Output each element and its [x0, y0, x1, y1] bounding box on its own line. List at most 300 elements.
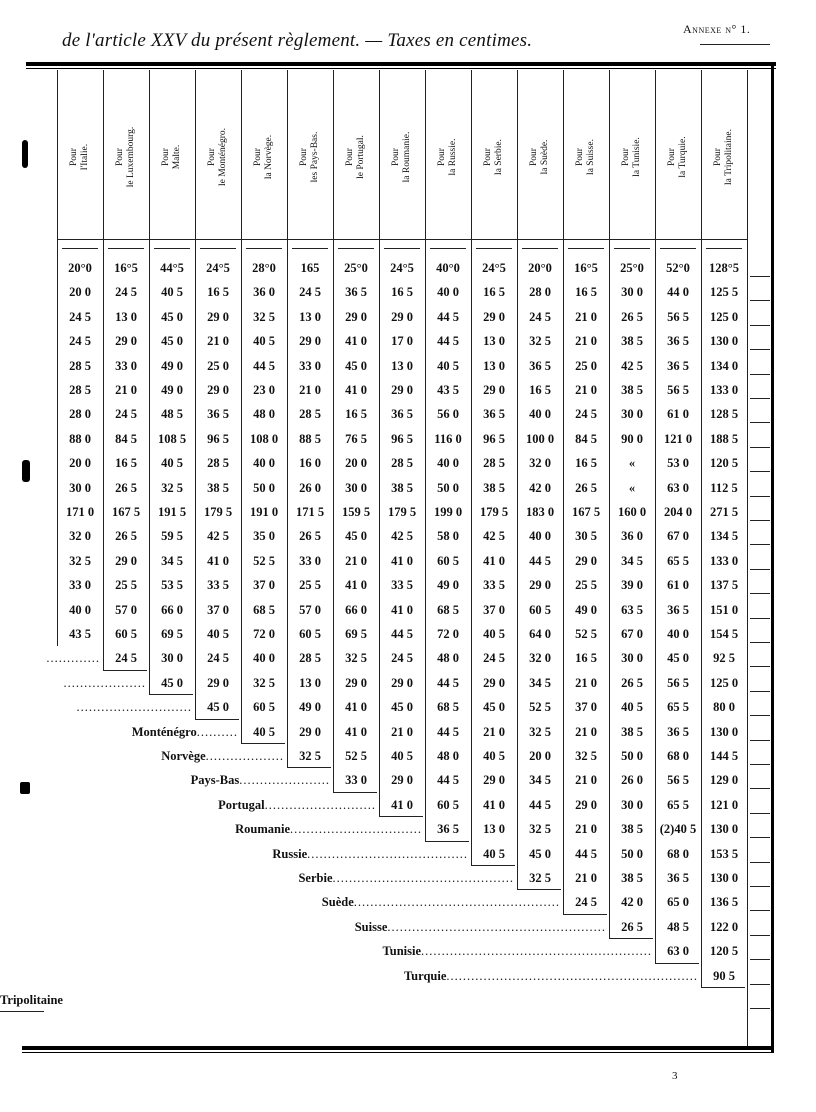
table-cell: 96 5 — [207, 431, 229, 446]
row-tick — [750, 422, 770, 423]
table-cell: 56 5 — [667, 383, 689, 397]
row-tick — [750, 715, 770, 716]
table-cell: 24 5 — [115, 407, 137, 422]
table-bottom-rule — [22, 1046, 774, 1050]
header-tick — [200, 248, 236, 249]
table-cell: 20 0 — [345, 456, 367, 471]
row-tick — [750, 276, 770, 277]
row-tick — [750, 642, 770, 643]
table-cell: 28 5 — [69, 358, 91, 373]
table-cell: 44 5 — [253, 358, 275, 373]
row-label-text: Turquie — [403, 968, 447, 983]
left-margin-mark — [20, 782, 30, 794]
table-cell: 130 0 — [709, 724, 739, 739]
column-header-label: Pour la Turquie. — [667, 135, 688, 178]
table-cell: 36 5 — [483, 407, 505, 422]
table-cell: 26 0 — [299, 480, 321, 495]
header-tick — [154, 248, 190, 249]
table-cell: 28°0 — [252, 261, 276, 275]
table-cell: 179 5 — [479, 505, 509, 519]
row-tick — [750, 398, 770, 399]
table-cell: 52°0 — [666, 261, 690, 275]
table-cell: 21 0 — [299, 383, 321, 397]
table-cell: 204 0 — [663, 505, 693, 519]
table-cell: 34 5 — [161, 553, 183, 568]
table-cell: 29 0 — [391, 383, 413, 397]
table-cell: 25°0 — [620, 261, 644, 275]
row-label — [322, 890, 560, 914]
table-cell: 171 0 — [65, 505, 95, 519]
table-cell: 29 0 — [391, 309, 413, 324]
table-cell: 32 5 — [345, 651, 367, 666]
table-cell: 25 5 — [299, 578, 321, 593]
table-cell: 45 0 — [345, 358, 367, 373]
table-cell: 44 5 — [391, 627, 413, 641]
table-cell: 36 5 — [667, 358, 689, 373]
table-cell: 16°5 — [574, 261, 598, 275]
row-label-text: Tunisie — [382, 944, 421, 959]
leader-dots: ................... — [205, 749, 284, 763]
row-tick — [750, 349, 770, 350]
table-cell: 84 5 — [575, 431, 597, 446]
table-cell: 60 5 — [437, 553, 459, 568]
header-rule — [57, 239, 748, 240]
table-cell: 56 5 — [667, 675, 689, 690]
table-cell: 171 5 — [295, 505, 325, 519]
table-cell: « — [628, 480, 636, 495]
table-cell: 40 5 — [621, 700, 643, 715]
table-cell: 29 0 — [207, 309, 229, 324]
row-tick — [750, 496, 770, 497]
table-cell: 26 5 — [621, 309, 643, 324]
table-cell: 40 5 — [161, 285, 183, 300]
row-tick — [750, 300, 770, 301]
table-cell: 21 0 — [575, 383, 597, 397]
header-tick — [568, 248, 604, 249]
table-cell: 66 0 — [161, 602, 183, 617]
table-cell: 29 0 — [207, 675, 229, 690]
row-label-text: Pays-Bas — [190, 773, 240, 788]
table-cell: 42 0 — [621, 895, 643, 910]
column-header-label: Pour la Norvège. — [253, 134, 274, 179]
row-label-text: Norvège — [161, 749, 206, 763]
table-cell: 49 0 — [575, 602, 597, 617]
table-cell: 72 0 — [437, 627, 459, 641]
table-cell: 41 0 — [207, 553, 229, 568]
table-cell: 40 5 — [483, 846, 505, 861]
table-cell: 40 5 — [161, 456, 183, 471]
column-header — [518, 74, 562, 239]
table-cell: 20 0 — [69, 456, 91, 471]
table-cell: 40 5 — [253, 334, 275, 349]
row-label — [383, 939, 652, 963]
table-cell: 33 5 — [483, 578, 505, 593]
table-cell: 42 5 — [621, 358, 643, 373]
table-cell: 53 5 — [161, 578, 183, 593]
table-cell: 122 0 — [709, 919, 739, 934]
table-cell: 38 5 — [621, 871, 643, 885]
table-cell: 69 5 — [345, 627, 367, 641]
table-cell: 52 5 — [253, 553, 275, 568]
table-cell: 24°5 — [206, 261, 230, 275]
table-cell: 32 5 — [253, 675, 275, 690]
table-cell: 30 0 — [161, 651, 183, 666]
table-cell: 108 0 — [249, 431, 279, 446]
column-header — [58, 74, 102, 239]
table-cell: 16 5 — [575, 651, 597, 666]
table-cell: 63 0 — [667, 480, 689, 495]
table-cell: 100 0 — [525, 431, 555, 446]
row-tick — [750, 569, 770, 570]
table-cell: 21 0 — [575, 724, 597, 739]
table-cell: 59 5 — [161, 529, 183, 544]
table-cell: 67 0 — [667, 529, 689, 544]
table-cell: 25 0 — [207, 358, 229, 373]
table-cell: 24 5 — [575, 895, 597, 910]
table-cell: 191 0 — [249, 505, 279, 519]
table-cell: 37 0 — [207, 602, 229, 617]
table-cell: 120 5 — [709, 944, 739, 959]
table-cell: 25 5 — [115, 578, 137, 593]
row-label — [132, 720, 238, 744]
leader-dots: ....................................... — [307, 846, 468, 861]
header-tick — [292, 248, 328, 249]
annex-underline — [700, 44, 770, 46]
header-tick — [338, 248, 374, 249]
row-label-text: Suisse — [354, 919, 388, 934]
column-header — [564, 74, 608, 239]
table-cell: 40 5 — [253, 724, 275, 739]
table-cell: 21 0 — [575, 871, 597, 885]
column-header-label: Pour l'Italie. — [69, 143, 90, 170]
row-tick — [750, 325, 770, 326]
row-label — [191, 768, 330, 792]
table-cell: 66 0 — [345, 602, 367, 617]
table-cell: 32 5 — [253, 309, 275, 324]
table-cell: 38 5 — [621, 822, 643, 837]
header-tick — [660, 248, 696, 249]
table-cell: 24 5 — [69, 309, 91, 324]
table-cell: 50 0 — [621, 846, 643, 861]
table-cell: 40 0 — [253, 456, 275, 471]
table-cell: 32 5 — [529, 334, 551, 349]
table-cell: 44 5 — [437, 724, 459, 739]
row-tick — [750, 666, 770, 667]
table-cell: 179 5 — [387, 505, 417, 519]
table-cell: 36 5 — [437, 822, 459, 837]
table-cell: 42 5 — [391, 529, 413, 544]
column-header-label: Pour le Portugal. — [345, 134, 366, 179]
table-cell: 41 0 — [345, 334, 367, 349]
table-cell: 32 5 — [529, 871, 551, 885]
row-label-text: Suède — [321, 895, 354, 910]
table-cell: 40 0 — [437, 285, 459, 300]
table-cell: 25 0 — [575, 358, 597, 373]
table-cell: 188 5 — [709, 431, 739, 446]
table-cell: 40 5 — [437, 358, 459, 373]
table-cell: 125 5 — [709, 285, 739, 300]
row-tick — [750, 593, 770, 594]
row-tick — [750, 837, 770, 838]
table-cell: 167 5 — [111, 505, 141, 519]
table-cell: 63 5 — [621, 602, 643, 617]
table-cell: 44 5 — [529, 797, 551, 812]
table-cell: 45 0 — [529, 846, 551, 861]
leader-dots: .......... — [196, 724, 238, 739]
table-cell: 24 5 — [391, 651, 413, 666]
staircase-step — [0, 1011, 44, 1012]
table-cell: 151 0 — [709, 602, 739, 617]
table-cell: 44 5 — [575, 846, 597, 861]
table-cell: 60 5 — [529, 602, 551, 617]
table-cell: 37 0 — [575, 700, 597, 715]
table-cell: 26 5 — [621, 675, 643, 690]
table-cell: 154 5 — [709, 627, 739, 641]
column-header — [380, 74, 424, 239]
table-cell: 61 0 — [667, 578, 689, 593]
table-cell: 96 5 — [483, 431, 505, 446]
table-cell: 41 0 — [345, 700, 367, 715]
row-label — [161, 744, 284, 768]
row-label — [77, 695, 193, 719]
table-cell: 44 5 — [437, 334, 459, 349]
row-label-text: Monténégro — [131, 724, 197, 739]
table-cell: 17 0 — [391, 334, 413, 349]
row-label-text: Roumanie — [235, 822, 290, 837]
table-cell: 271 5 — [709, 505, 739, 519]
column-header-label: Pour la Tripolitaine. — [713, 128, 734, 185]
table-cell: 134 0 — [709, 358, 739, 373]
header-tick — [62, 248, 98, 249]
table-cell: 41 0 — [391, 553, 413, 568]
table-cell: 90 0 — [621, 431, 643, 446]
table-cell: 36 5 — [667, 871, 689, 885]
table-cell: 29 0 — [483, 773, 505, 788]
table-cell: 20°0 — [68, 261, 92, 275]
row-tick — [750, 1008, 770, 1009]
table-cell: 38 5 — [483, 480, 505, 495]
table-cell: 60 5 — [115, 627, 137, 641]
column-header-label: Pour le Luxembourg. — [115, 126, 136, 187]
table-cell: 23 0 — [253, 383, 275, 397]
left-margin-mark — [22, 460, 30, 482]
table-cell: 26 5 — [621, 919, 643, 934]
table-cell: 16 5 — [529, 383, 551, 397]
table-cell: 33 0 — [115, 358, 137, 373]
table-cell: 13 0 — [115, 309, 137, 324]
table-cell: 30 0 — [621, 651, 643, 666]
table-cell: 199 0 — [433, 505, 463, 519]
table-cell: 40 5 — [207, 627, 229, 641]
row-tick — [750, 862, 770, 863]
table-cell: 68 5 — [437, 602, 459, 617]
table-cell: 121 0 — [663, 431, 693, 446]
table-cell: 29 0 — [115, 334, 137, 349]
table-cell: 43 5 — [437, 383, 459, 397]
table-cell: 29 0 — [529, 578, 551, 593]
leader-dots: .................... — [63, 675, 146, 690]
table-cell: 25°0 — [344, 261, 368, 275]
table-cell: 45 0 — [161, 309, 183, 324]
table-cell: 50 0 — [621, 749, 643, 763]
header-tick — [384, 248, 420, 249]
row-label — [404, 964, 698, 988]
table-cell: 30 0 — [621, 407, 643, 422]
table-cell: 68 5 — [253, 602, 275, 617]
row-tick — [750, 691, 770, 692]
table-cell: 160 0 — [617, 505, 647, 519]
header-tick — [522, 248, 558, 249]
row-tick — [750, 886, 770, 887]
leader-dots: ..................................................... — [387, 919, 606, 934]
table-cell: 13 0 — [483, 358, 505, 373]
table-cell: 137 5 — [709, 578, 739, 593]
row-label — [0, 988, 63, 1012]
table-cell: 21 0 — [391, 724, 413, 739]
table-cell: 24 5 — [69, 334, 91, 349]
table-cell: 21 0 — [345, 553, 367, 568]
table-cell: 16 5 — [575, 456, 597, 471]
table-cell: 40 0 — [667, 627, 689, 641]
table-cell: 21 0 — [483, 724, 505, 739]
row-label — [46, 646, 100, 670]
table-cell: 45 0 — [161, 675, 183, 690]
table-cell: 20°0 — [528, 261, 552, 275]
table-cell: 64 0 — [529, 627, 551, 641]
table-cell: 57 0 — [115, 602, 137, 617]
table-cell: 42 5 — [483, 529, 505, 544]
table-cell: 129 0 — [709, 773, 739, 788]
table-cell: 39 0 — [621, 578, 643, 593]
table-cell: 30 5 — [575, 529, 597, 544]
column-header — [150, 74, 194, 239]
left-margin-mark — [22, 140, 28, 168]
table-cell: 60 5 — [299, 627, 321, 641]
staircase-step — [701, 987, 745, 988]
table-cell: 13 0 — [483, 822, 505, 837]
table-cell: 29 0 — [483, 383, 505, 397]
table-cell: 50 0 — [253, 480, 275, 495]
row-tick — [750, 935, 770, 936]
table-cell: 40 0 — [437, 456, 459, 471]
leader-dots: ........................... — [264, 797, 376, 812]
row-tick — [750, 788, 770, 789]
table-cell: 116 0 — [434, 431, 462, 446]
column-header — [104, 74, 148, 239]
table-cell: 92 5 — [713, 651, 735, 666]
table-cell: 90 5 — [713, 968, 735, 983]
table-cell: 56 0 — [437, 407, 459, 422]
table-cell: 36 5 — [207, 407, 229, 422]
table-cell: 44°5 — [160, 261, 184, 275]
table-cell: 65 5 — [667, 700, 689, 715]
row-tick — [750, 447, 770, 448]
table-cell: 32 5 — [69, 553, 91, 568]
table-cell: 33 0 — [299, 553, 321, 568]
table-cell: 37 0 — [483, 602, 505, 617]
table-cell: 120 5 — [709, 456, 739, 471]
table-cell: 29 0 — [483, 675, 505, 690]
table-cell: 136 5 — [709, 895, 739, 910]
table-cell: 21 0 — [575, 309, 597, 324]
table-cell: 40 0 — [69, 602, 91, 617]
table-cell: 25 5 — [575, 578, 597, 593]
header-tick — [706, 248, 742, 249]
table-cell: 32 0 — [529, 651, 551, 666]
table-cell: 68 0 — [667, 846, 689, 861]
table-cell: 30 0 — [621, 797, 643, 812]
table-cell: 144 5 — [709, 749, 739, 763]
row-tick — [750, 959, 770, 960]
table-cell: 41 0 — [391, 602, 413, 617]
table-cell: 24 5 — [115, 651, 137, 666]
table-cell: 21 0 — [575, 773, 597, 788]
page-mark: 3 — [672, 1070, 678, 1082]
column-header — [702, 74, 746, 239]
table-cell: 21 0 — [207, 334, 229, 349]
table-cell: 37 0 — [253, 578, 275, 593]
table-cell: 165 — [300, 261, 320, 275]
table-cell: 28 5 — [483, 456, 505, 471]
table-cell: 33 5 — [391, 578, 413, 593]
table-cell: 16 0 — [299, 456, 321, 471]
table-cell: 72 0 — [253, 627, 275, 641]
table-cell: 128 5 — [709, 407, 739, 422]
table-cell: 133 0 — [709, 553, 739, 568]
table-cell: 48 0 — [437, 651, 459, 666]
table-cell: 40 5 — [483, 749, 505, 763]
table-cell: 13 0 — [391, 358, 413, 373]
table-cell: 41 0 — [345, 724, 367, 739]
table-cell: 36 5 — [667, 724, 689, 739]
table-cell: 52 5 — [529, 700, 551, 715]
table-cell: 29 0 — [575, 553, 597, 568]
table-cell: 52 5 — [575, 627, 597, 641]
table-cell: 24°5 — [390, 261, 414, 275]
table-cell: 183 0 — [525, 505, 555, 519]
table-cell: 29 0 — [207, 383, 229, 397]
table-cell: 32 5 — [161, 480, 183, 495]
row-label — [235, 817, 422, 841]
table-cell: 30 0 — [345, 480, 367, 495]
row-label — [272, 842, 468, 866]
table-cell: 16 5 — [345, 407, 367, 422]
column-header — [288, 74, 332, 239]
table-cell: 36 5 — [667, 334, 689, 349]
table-cell: 49 0 — [437, 578, 459, 593]
table-cell: 108 5 — [157, 431, 187, 446]
table-cell: 29 0 — [345, 309, 367, 324]
table-cell: 153 5 — [709, 846, 739, 861]
row-label — [64, 671, 147, 695]
table-cell: 133 0 — [709, 383, 739, 397]
table-cell: 40 5 — [483, 627, 505, 641]
table-cell: 26 5 — [115, 480, 137, 495]
table-cell: 40 0 — [529, 407, 551, 422]
table-cell: 16 5 — [115, 456, 137, 471]
table-cell: 45 0 — [345, 529, 367, 544]
table-cell: 41 0 — [391, 797, 413, 812]
table-cell: 36 5 — [345, 285, 367, 300]
table-cell: 68 0 — [667, 749, 689, 763]
table-cell: 34 5 — [529, 675, 551, 690]
table-cell: 16 5 — [575, 285, 597, 300]
table-cell: 45 0 — [483, 700, 505, 715]
row-label — [355, 915, 606, 939]
column-header-label: Pour la Suisse. — [575, 138, 596, 175]
table-cell: 24 5 — [483, 651, 505, 666]
column-header-label: Pour le Monténégro. — [207, 127, 228, 186]
